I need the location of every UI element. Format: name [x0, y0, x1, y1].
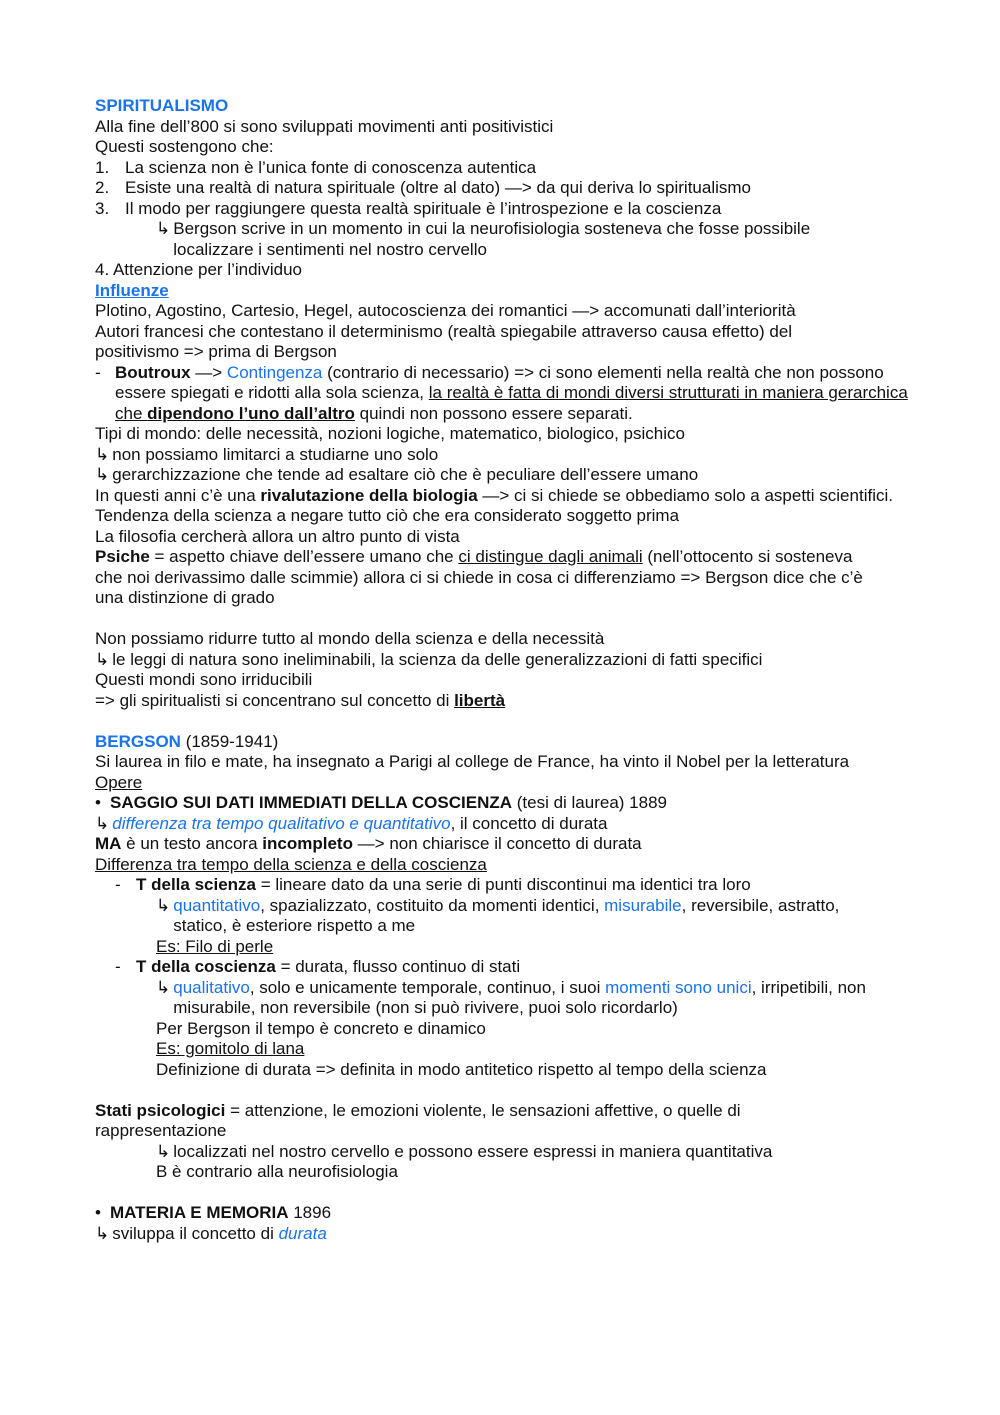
sub-note [95, 465, 925, 486]
blue-term: misurabile [604, 895, 682, 915]
sub-note-text: gerarchizzazione che tende ad esaltare ciò che è peculiare dell’essere umano [112, 465, 699, 484]
text: —> ci si chiede se obbediamo solo a aspetti scientifici. Tendenza della scienza a negare tutto ciò che era considerato soggetto prima [95, 485, 893, 525]
paragraph: Questi sostengono che: [95, 137, 274, 156]
bold-underlined-text: dipendono l’uno dall’altro [147, 403, 355, 423]
arrow-icon: ↳ [95, 1223, 110, 1243]
paragraph: La filosofia cercherà allora un altro punto di vista [95, 526, 460, 546]
section-title-spiritualismo: SPIRITUALISMO [95, 96, 229, 115]
paragraph: Alla fine dell’800 si sono sviluppati movimenti anti positivistici [95, 116, 554, 136]
boutroux-name: Boutroux [115, 362, 191, 382]
paragraph: Autori francesi che contestano il determinismo (realtà spiegabile attraverso causa effetto) del positivismo => prima di Bergson [95, 321, 793, 361]
list-text: La scienza non è l’unica fonte di conoscenza autentica [125, 157, 537, 177]
boutroux-text [115, 363, 915, 425]
text: , solo e unicamente temporale, continuo, i suoi [249, 977, 606, 997]
italic-term: differenza tra tempo qualitativo e quantitativo [112, 813, 451, 833]
work-item [95, 793, 925, 814]
list-item [95, 158, 925, 179]
text: = lineare dato da una serie di punti discontinui ma identici tra loro [256, 875, 751, 894]
arrow-icon: ↳ [95, 813, 110, 833]
text: = aspetto chiave dell’essere umano che [149, 547, 459, 566]
liberta-term: libertà [454, 690, 506, 710]
dash-icon: - [115, 875, 121, 894]
sub-note-text [173, 896, 873, 937]
arrow-icon: ↳ [156, 1141, 171, 1161]
paragraph: Questi mondi sono irriducibili [95, 670, 313, 689]
dash-icon: - [95, 362, 101, 382]
paragraph [95, 1101, 855, 1142]
text: , il concetto di durata [450, 813, 608, 833]
list-number: 3. [95, 198, 110, 218]
example-text: Es: Filo di perle [156, 936, 274, 956]
sub-note [95, 1224, 925, 1245]
text: —> non chiarisce il concetto di durata [352, 834, 642, 853]
bold-text: MA [95, 834, 122, 853]
text: (tesi di laurea) 1889 [512, 793, 667, 812]
sub-note-text [173, 978, 925, 1019]
sub-note-text: localizzati nel nostro cervello e possono essere espressi in maniera quantitativa [173, 1141, 773, 1161]
document-page [95, 96, 925, 1244]
work-title: SAGGIO SUI DATI IMMEDIATI DELLA COSCIENZA [110, 793, 513, 812]
dash-icon: - [115, 957, 121, 976]
boutroux-item [95, 363, 925, 425]
paragraph: Per Bergson il tempo è concreto e dinamico [156, 1018, 486, 1038]
italic-term: durata [278, 1223, 327, 1243]
sub-note-text: Bergson scrive in un momento in cui la neurofisiologia sosteneva che fosse possibile localizzare i sentimenti nel nostro cervello [173, 219, 811, 259]
sub-note [95, 219, 856, 260]
bold-text: rivalutazione della biologia [260, 485, 478, 505]
section-title-bergson [95, 732, 925, 753]
sub-note [95, 445, 925, 466]
underlined-text: ci distingue dagli animali [458, 547, 643, 566]
text: , irripetibili, non misurabile, non reversibile (non si può rivivere, puoi solo ricordarlo) [173, 977, 866, 1017]
bullet-icon: • [95, 793, 101, 812]
bold-text: Stati psicologici [95, 1100, 226, 1120]
example-text: Es: gomitolo di lana [156, 1039, 305, 1058]
paragraph: B è contrario alla neurofisiologia [156, 1162, 398, 1181]
arrow-text: —> [190, 362, 227, 382]
text: , spazializzato, costituito da momenti identici, [260, 895, 605, 915]
list-number: 2. [95, 178, 110, 197]
paragraph [95, 486, 895, 527]
subheading-opere: Opere [95, 772, 143, 792]
text: = attenzione, le emozioni violente, le sensazioni affettive, o quelle di rappresentazione [95, 1100, 741, 1140]
list-item: 4. Attenzione per l’individuo [95, 260, 302, 279]
sub-note [95, 896, 925, 937]
list-number: 1. [95, 157, 110, 177]
arrow-icon: ↳ [95, 465, 110, 484]
sub-note-text: non possiamo limitarci a studiarne uno solo [112, 444, 439, 464]
text: , reversibile, astratto, statico, è esteriore rispetto a me [173, 895, 840, 935]
list-text: Esiste una realtà di natura spirituale (oltre al dato) —> da qui deriva lo spiritualismo [125, 178, 752, 197]
bergson-name: BERGSON [95, 731, 181, 751]
text: = durata, flusso continuo di stati [275, 957, 521, 976]
paragraph: Plotino, Agostino, Cartesio, Hegel, autocoscienza dei romantici —> accomunati dall’interiorità [95, 301, 796, 320]
arrow-icon: ↳ [95, 444, 110, 464]
blue-term: qualitativo [173, 977, 250, 997]
list-item [95, 178, 925, 199]
underlined-text: la realtà è fatta di mondi diversi strutturati in maniera gerarchica che [115, 383, 908, 423]
blue-term: quantitativo [173, 895, 261, 915]
text: => gli spiritualisti si concentrano sul concetto di [95, 690, 455, 710]
bergson-dates: (1859-1941) [180, 731, 279, 751]
text: è un testo ancora [121, 834, 263, 853]
tempo-coscienza-item [95, 957, 925, 978]
text: (contrario di necessario) => ci sono elementi nella realtà che non possono essere spiegati e ridotti alla sola scienza, [115, 362, 884, 402]
arrow-icon: ↳ [95, 649, 110, 669]
paragraph: Si laurea in filo e mate, ha insegnato a Parigi al college de France, ha vinto il Nobel per la letteratura [95, 752, 850, 771]
subheading-differenza: Differenza tra tempo della scienza e della coscienza [95, 854, 487, 874]
work-item [95, 1203, 925, 1224]
text: sviluppa il concetto di [112, 1223, 279, 1243]
blue-term: momenti sono unici [605, 977, 752, 997]
tempo-scienza-item [95, 875, 925, 896]
contingenza-term: Contingenza [226, 362, 323, 382]
list-item [95, 199, 925, 220]
bold-text: T della coscienza [136, 957, 276, 976]
bullet-icon: • [95, 1203, 101, 1222]
bold-text: incompleto [262, 834, 353, 853]
paragraph [95, 547, 870, 609]
paragraph: Non possiamo ridurre tutto al mondo della scienza e della necessità [95, 629, 605, 648]
sub-note-text: le leggi di natura sono ineliminabili, la scienza da delle generalizzazioni di fatti specifici [112, 649, 763, 669]
text: quindi non possono essere separati. [354, 403, 633, 423]
sub-note [95, 814, 925, 835]
sub-note [95, 978, 925, 1019]
work-title: MATERIA E MEMORIA [110, 1203, 289, 1222]
text: (nell’ottocento si sosteneva che noi derivassimo dalle scimmie) allora ci si chiede in cosa ci differenziamo => Bergson dice che c’è una distinzione di grado [95, 547, 863, 607]
list-text: Il modo per raggiungere questa realtà spirituale è l’introspezione e la coscienza [125, 198, 722, 218]
arrow-icon: ↳ [156, 895, 171, 915]
text: In questi anni c’è una [95, 485, 261, 505]
psiche-term: Psiche [95, 547, 150, 566]
paragraph: Tipi di mondo: delle necessità, nozioni logiche, matematico, biologico, psichico [95, 424, 685, 443]
section-title-influenze: Influenze [95, 280, 169, 300]
paragraph: Definizione di durata => definita in modo antitetico rispetto al tempo della scienza [156, 1059, 767, 1079]
paragraph [95, 691, 925, 712]
paragraph [95, 834, 925, 855]
sub-note [95, 650, 925, 671]
sub-note [95, 1142, 925, 1163]
arrow-icon: ↳ [156, 219, 171, 238]
bold-text: T della scienza [136, 875, 256, 894]
text: 1896 [288, 1203, 332, 1222]
arrow-icon: ↳ [156, 977, 171, 997]
